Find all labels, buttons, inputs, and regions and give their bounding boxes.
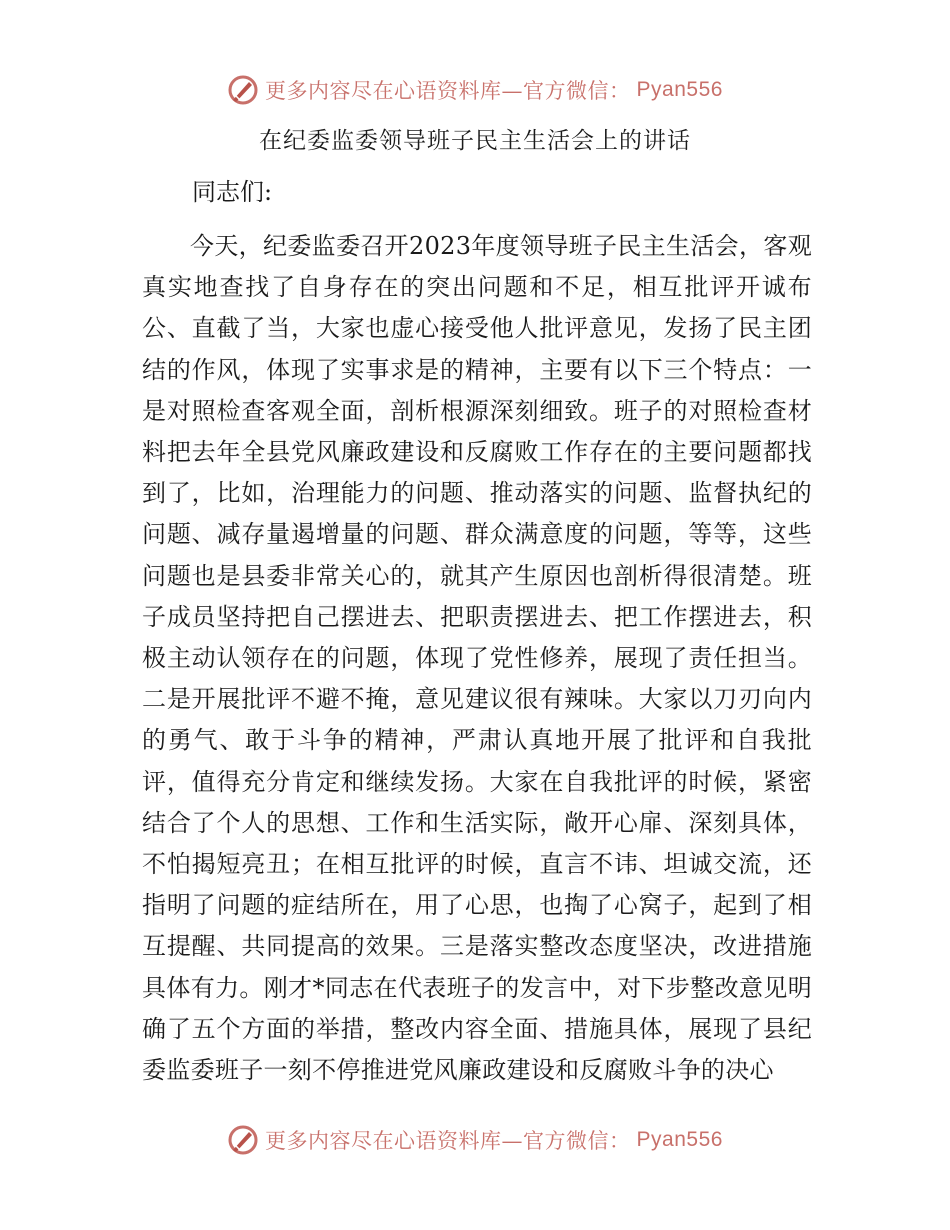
- header-watermark: [0, 70, 950, 110]
- pen-logo-icon: [227, 74, 259, 106]
- watermark-wechat-id: Pyan556: [636, 78, 723, 101]
- footer-watermark: [0, 1120, 950, 1160]
- watermark-text: 更多内容尽在心语资料库—官方微信：: [265, 1129, 631, 1153]
- document-title: 在纪委监委领导班子民主生活会上的讲话: [259, 128, 691, 154]
- pen-logo-icon: [227, 1124, 259, 1156]
- salutation: 同志们:: [192, 178, 273, 206]
- watermark-text: 更多内容尽在心语资料库—官方微信：: [265, 79, 631, 103]
- watermark-wechat-id: Pyan556: [636, 1128, 723, 1151]
- body-paragraph: 今天，纪委监委召开2023年度领导班子民主生活会，客观真实地查找了自身存在的突出问题和不足，相互批评开诚布公、直截了当，大家也虚心接受他人批评意见，发扬了民主团结的作风，体现了实事求是的精神，主要有以下三个特点：一是对照检查客观全面，剖析根源深刻细致。班子的对照检查材料把去年全县党风廉政建设和反腐败工作存在的主要问题都找到了，比如，治理能力的问题、推动落实的问题、监督执纪的问题、减存量遏增量的问题、群众满意度的问题，等等，这些问题也是县委非常关心的，就其产生原因也剖析得很清楚。班子成员坚持把自己摆进去、把职责摆进去、把工作摆进去，积极主动认领存在的问题，体现了党性修养，展现了责任担当。二是开展批评不避不掩，意见建议很有辣味。大家以刀刃向内的勇气、敢于斗争的精神，严肃认真地开展了批评和自我批评，值得充分肯定和继续发扬。大家在自我批评的时候，紧密结合了个人的思想、工作和生活实际，敞开心扉、深刻具体，不怕揭短亮丑；在相互批评的时候，直言不讳、坦诚交流，还指明了问题的症结所在，用了心思，也掏了心窝子，起到了相互提醒、共同提高的效果。三是落实整改态度坚决，改进措施具体有力。刚才*同志在代表班子的发言中，对下步整改意见明确了五个方面的举措，整改内容全面、措施具体，展现了县纪委监委班子一刻不停推进党风廉政建设和反腐败斗争的决心: [142, 232, 812, 1085]
